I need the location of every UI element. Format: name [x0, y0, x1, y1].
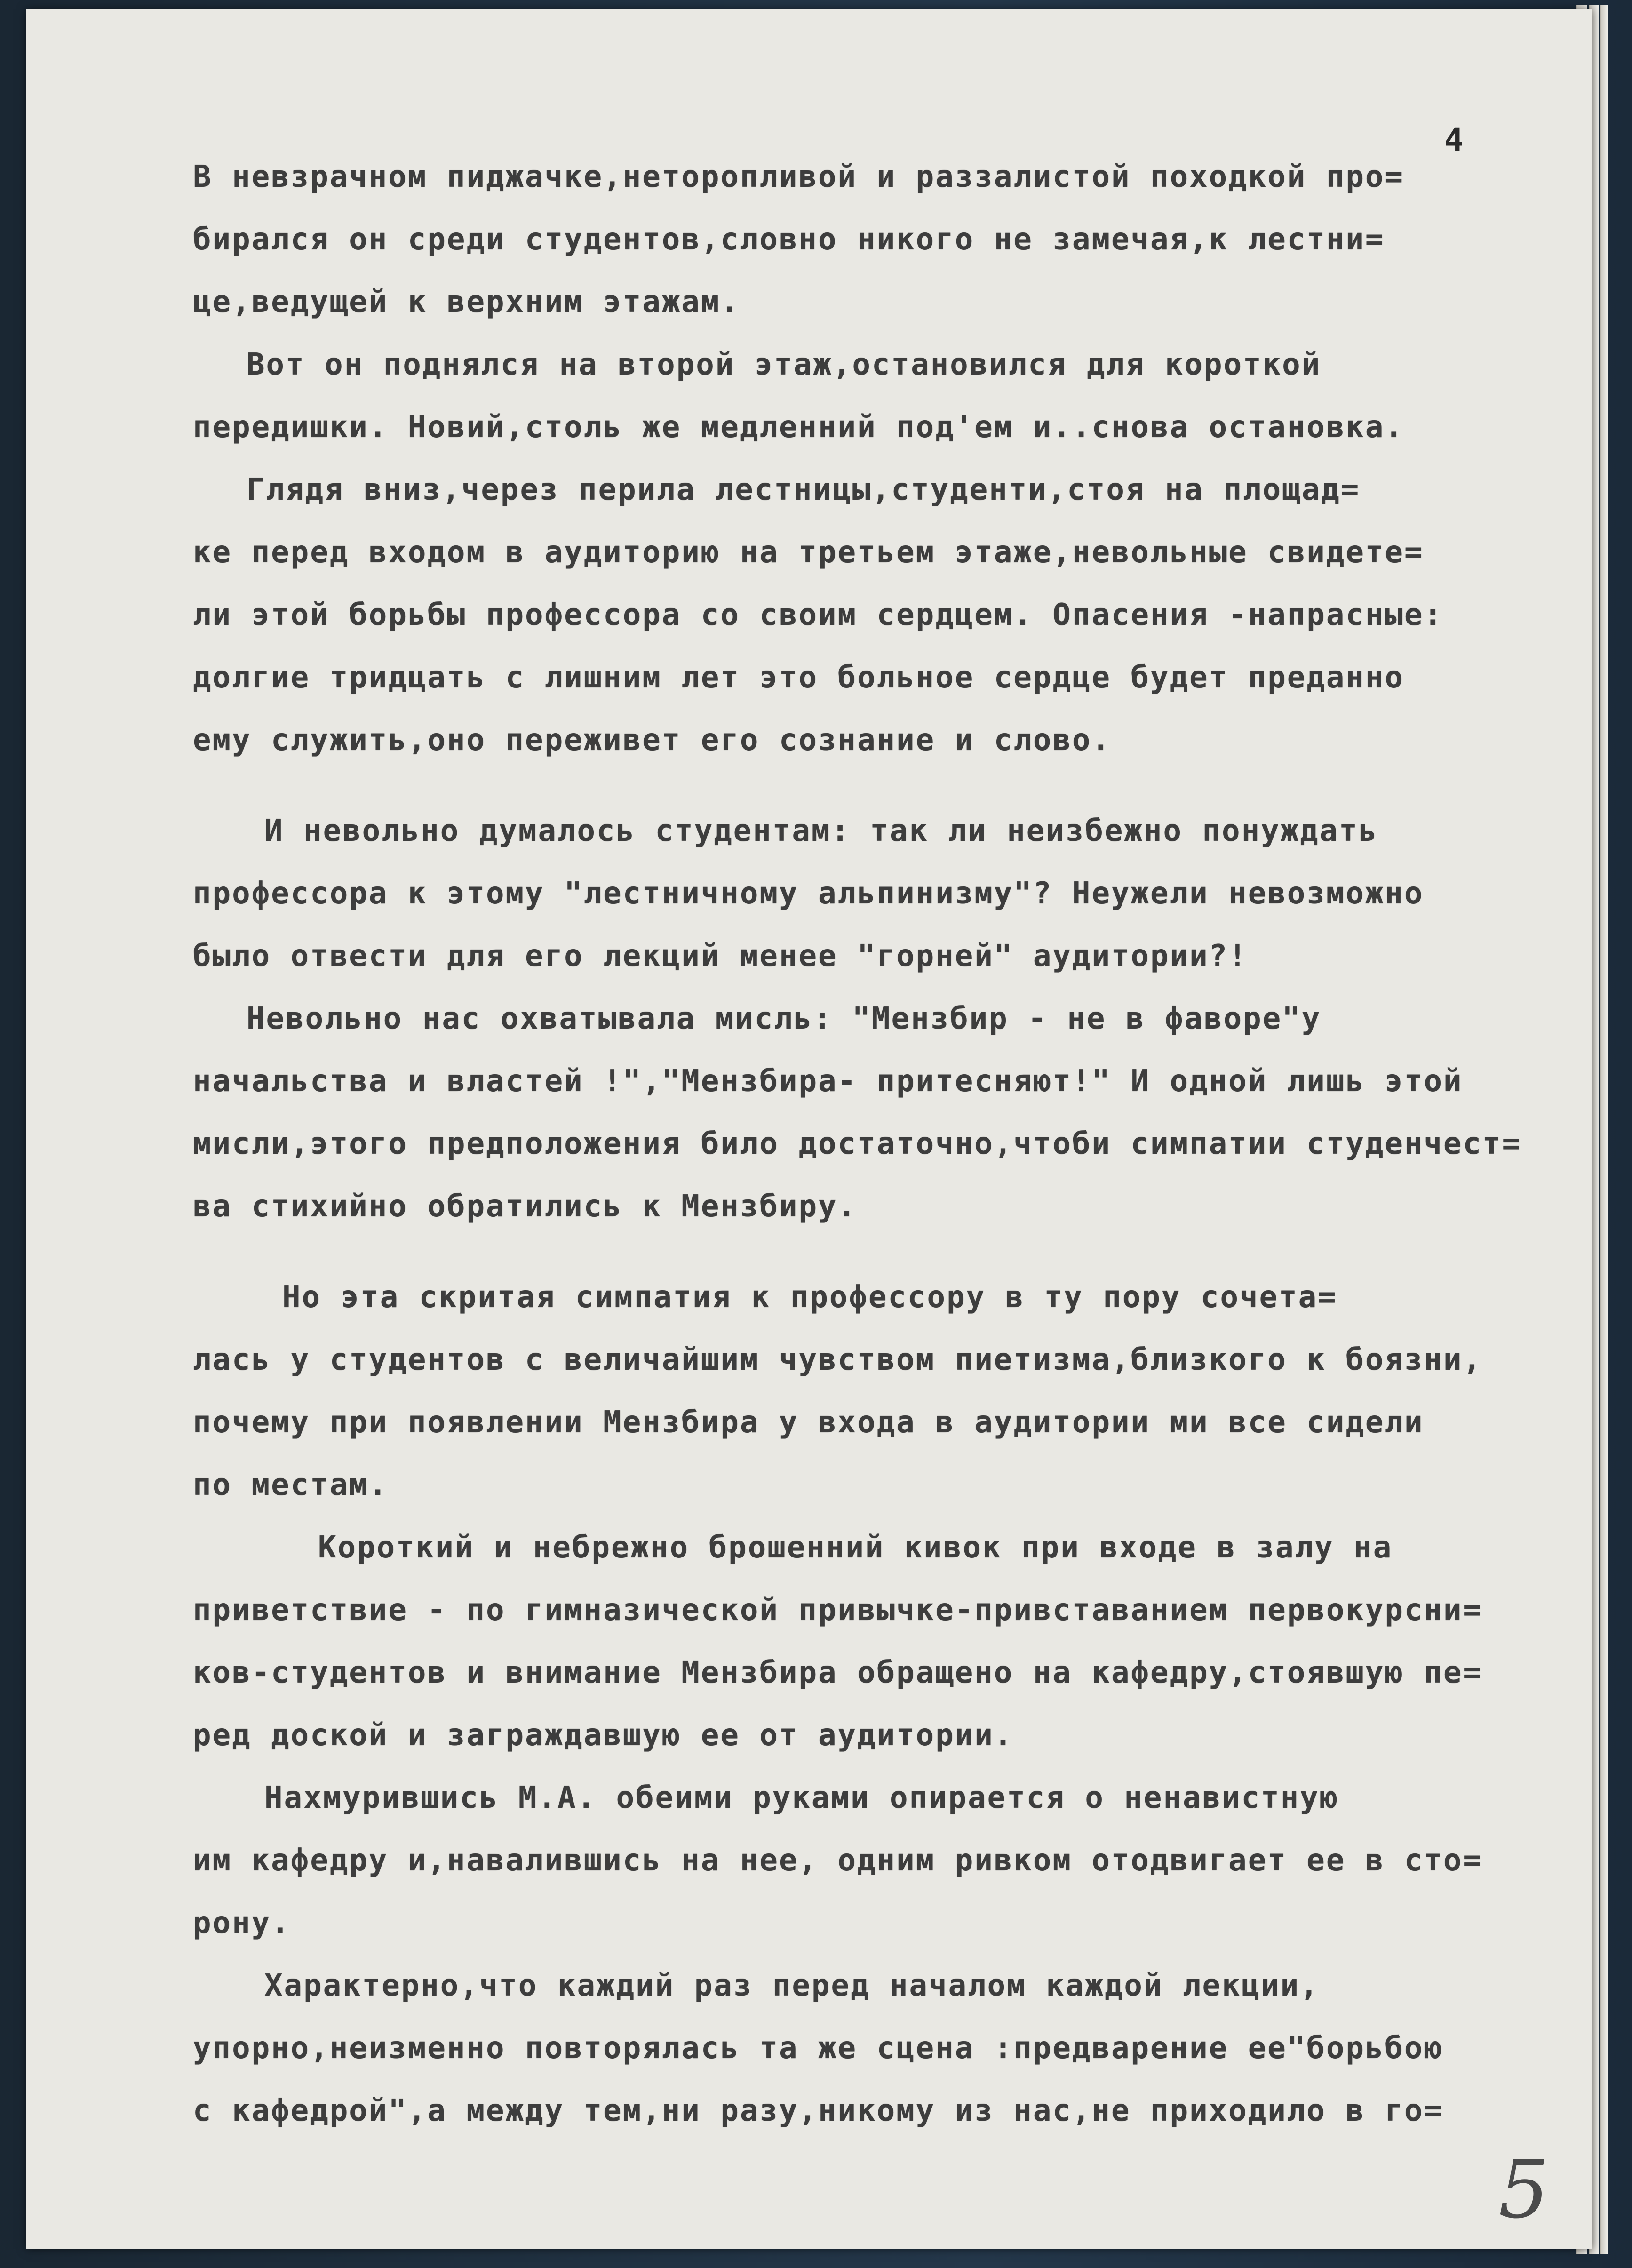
text-line	[193, 772, 1581, 800]
text-line: це,ведущей к верхним этажам.	[193, 285, 740, 319]
text-line: ред доской и заграждавшую ее от аудитории.	[193, 1718, 1014, 1753]
text-line: мисли,этого предположения било достаточно,чтоби симпатии студенчест=	[193, 1126, 1522, 1161]
text-line: с кафедрой",а между тем,ни разу,никому из нас,не приходило в го=	[193, 2093, 1443, 2128]
text-line: Характерно,что каждий раз перед началом каждой лекции,	[264, 1968, 1320, 2003]
text-line: лась у студентов с величайшим чувством пиетизма,близкого к боязни,	[193, 1342, 1483, 1377]
text-line: по местам.	[193, 1468, 389, 1502]
text-line: передишки. Новий,столь же медленний под'ем и..снова остановка.	[193, 410, 1404, 445]
text-line: ему служить,оно переживет его сознание и слово.	[193, 723, 1111, 758]
document-body	[193, 146, 1581, 2142]
text-line: Невольно нас охватывала мисль: "Мензбир - не в фаворе"у	[247, 1001, 1322, 1036]
text-line: Короткий и небрежно брошенний кивок при входе в залу на	[318, 1530, 1393, 1565]
text-line: В невзрачном пиджачке,неторопливой и раззалистой походкой про=	[193, 160, 1404, 194]
text-line: почему при появлении Мензбира у входа в аудитории ми все сидели	[193, 1405, 1424, 1440]
text-line: ва стихийно обратились к Мензбиру.	[193, 1189, 858, 1224]
text-line: ли этой борьбы профессора со своим сердцем. Опасения -напрасные:	[193, 598, 1443, 632]
text-line: рону.	[193, 1906, 291, 1941]
page-number: 4	[1444, 121, 1464, 159]
text-line	[193, 1238, 1581, 1266]
text-line: ке перед входом в аудиторию на третьем этаже,невольные свидете=	[193, 535, 1424, 570]
text-line: профессора к этому "лестничному альпинизму"? Неужели невозможно	[193, 876, 1424, 911]
text-line: Вот он поднялся на второй этаж,остановился для короткой	[247, 347, 1322, 382]
text-line: Глядя вниз,через перила лестницы,студенти,стоя на площад=	[247, 472, 1361, 507]
text-line: приветствие - по гимназической привычке-привставанием первокурсни=	[193, 1593, 1483, 1628]
text-line: ков-студентов и внимание Мензбира обращено на кафедру,стоявшую пе=	[193, 1655, 1483, 1690]
text-line: упорно,неизменно повторялась та же сцена :предварение ее"борьбою	[193, 2031, 1443, 2066]
text-line: Но эта скритая симпатия к профессору в ту пору сочета=	[282, 1280, 1337, 1315]
page-edge	[1600, 5, 1608, 2254]
text-line: начальства и властей !","Мензбира- притесняют!" И одной лишь этой	[193, 1064, 1463, 1099]
text-line: было отвести для его лекций менее "горней" аудитории?!	[193, 939, 1248, 974]
text-line: им кафедру и,навалившись на нее, одним ривком отодвигает ее в сто=	[193, 1843, 1483, 1878]
text-line: Нахмурившись М.А. обеими руками опирается о ненавистную	[264, 1781, 1339, 1815]
text-line: долгие тридцать с лишним лет это больное сердце будет преданно	[193, 660, 1404, 695]
text-line: бирался он среди студентов,словно никого не замечая,к лестни=	[193, 222, 1385, 257]
handwritten-page-number: 5	[1498, 2143, 1550, 2236]
text-line: И невольно думалось студентам: так ли неизбежно понуждать	[264, 814, 1378, 848]
